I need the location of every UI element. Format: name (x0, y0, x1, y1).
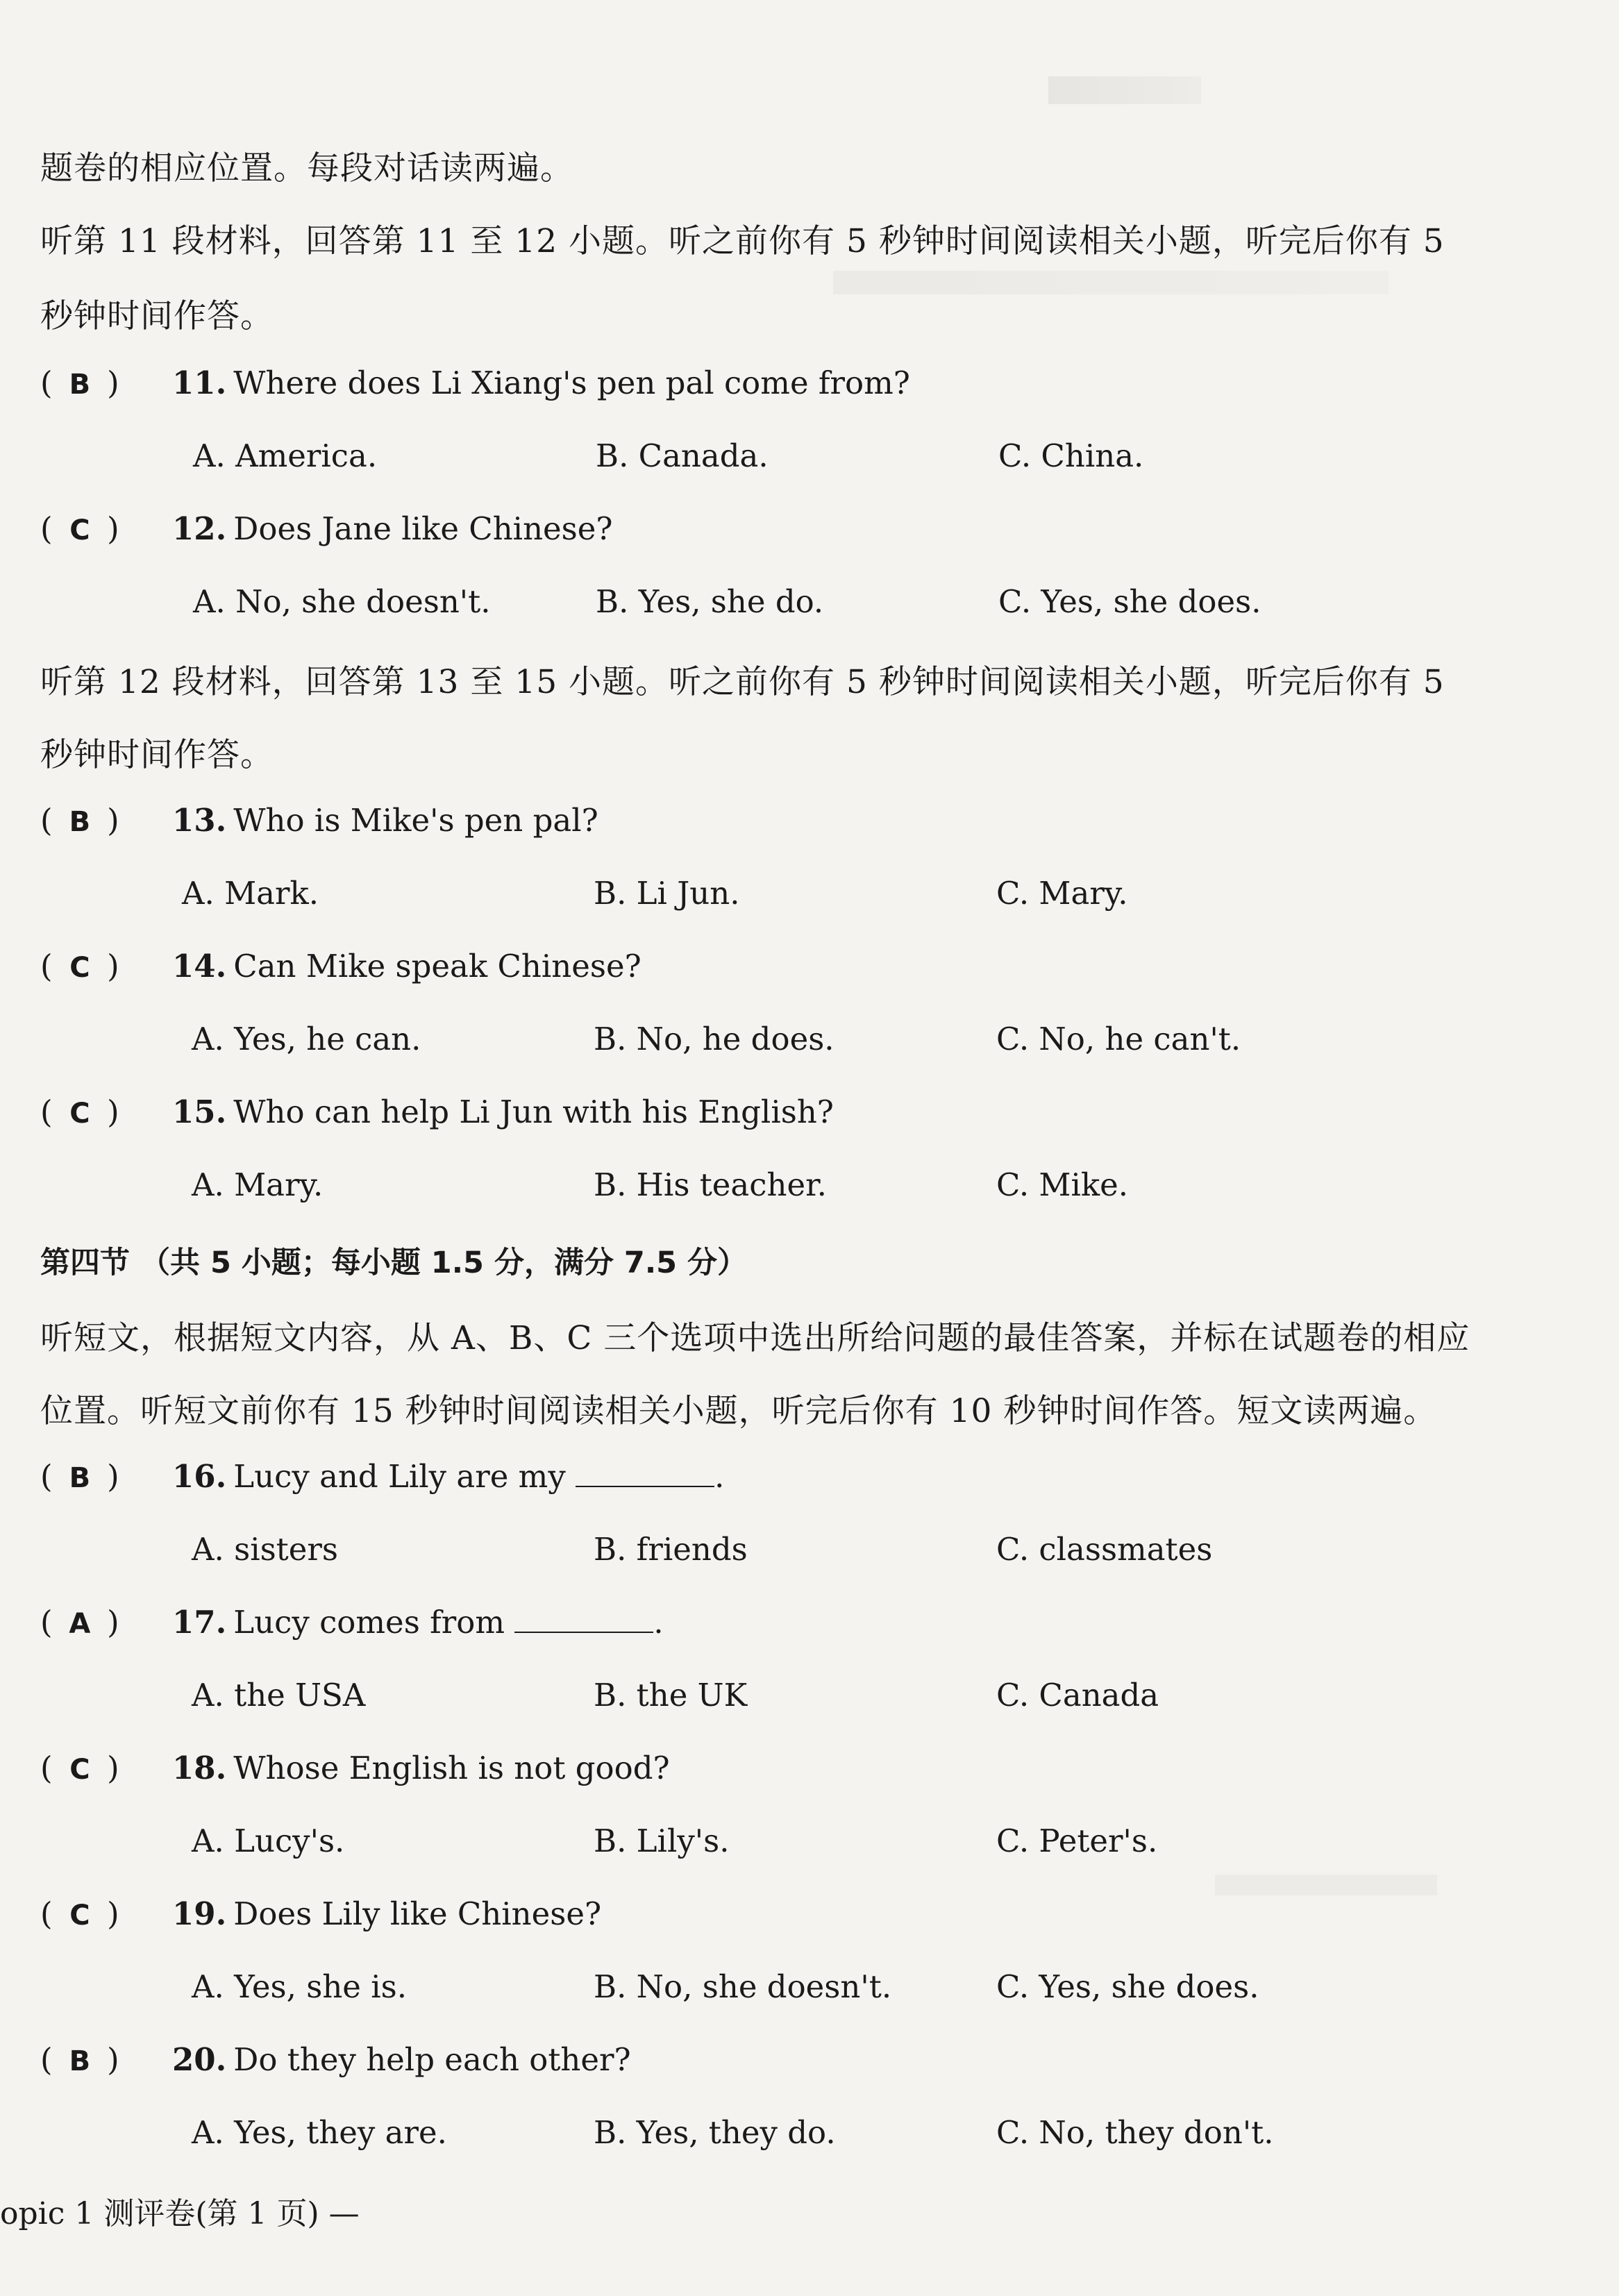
question-text: Do they help each other? (233, 2041, 631, 2078)
question-number: 13. (172, 802, 227, 839)
question-number: 12. (172, 510, 227, 547)
option-b: B. friends (594, 1531, 748, 1568)
question-text: Does Lily like Chinese? (233, 1895, 602, 1932)
answer-mark: C (69, 514, 90, 546)
question-12 (40, 510, 613, 547)
answer-paren: ( B ) (40, 802, 119, 839)
question-number: 18. (172, 1750, 227, 1786)
option-c: C. Yes, she does. (996, 1968, 1259, 2005)
question-text: Where does Li Xiang's pen pal come from? (233, 364, 910, 401)
option-b: B. Li Jun. (594, 875, 740, 912)
fill-in-blank (514, 1607, 653, 1633)
material-12-instruction-line2: 秒钟时间作答。 (40, 736, 274, 774)
option-b: B. Yes, they do. (594, 2114, 836, 2151)
option-a: A. Yes, he can. (192, 1021, 421, 1057)
question-number: 17. (172, 1604, 227, 1641)
option-c: C. Canada (996, 1677, 1159, 1713)
option-b: B. No, he does. (594, 1021, 834, 1057)
answer-paren: ( B ) (40, 2041, 119, 2078)
answer-paren: ( B ) (40, 1458, 119, 1495)
option-a: A. Mark. (182, 875, 319, 912)
option-b: B. the UK (594, 1677, 748, 1713)
option-a: A. America. (193, 437, 378, 474)
option-a: A. the USA (192, 1677, 366, 1713)
answer-paren: ( C ) (40, 1750, 119, 1786)
answer-mark: C (69, 1754, 90, 1786)
option-c: C. Peter's. (996, 1822, 1158, 1859)
option-c: C. Mary. (996, 875, 1128, 912)
answer-mark: B (69, 2045, 91, 2077)
question-20 (40, 2041, 631, 2078)
bleed-through-mark (1048, 76, 1201, 104)
fill-in-blank (576, 1461, 714, 1487)
question-number: 19. (172, 1895, 227, 1932)
question-17: ( A ) 17. Lucy comes from . (40, 1604, 664, 1641)
answer-mark: B (69, 369, 91, 401)
option-a: A. sisters (192, 1531, 339, 1568)
option-c: C. No, he can't. (996, 1021, 1241, 1057)
section-4-title: 第四节 （共 5 小题；每小题 1.5 分，满分 7.5 分） (40, 1246, 748, 1280)
answer-paren: ( B ) (40, 364, 119, 401)
material-12-instruction-line1: 听第 12 段材料，回答第 13 至 15 小题。听之前你有 5 秒钟时间阅读相关小题，听完后你有 5 (40, 663, 1445, 701)
page-footer: opic 1 测评卷(第 1 页) — (0, 2196, 360, 2231)
section-4-instruction-line1: 听短文，根据短文内容，从 A、B、C 三个选项中选出所给问题的最佳答案，并标在试题卷的相应 (40, 1319, 1470, 1357)
question-15 (40, 1093, 834, 1130)
answer-mark: C (69, 1900, 90, 1932)
option-a: A. Yes, they are. (192, 2114, 447, 2151)
material-11-instruction-line1: 听第 11 段材料，回答第 11 至 12 小题。听之前你有 5 秒钟时间阅读相关小题，听完后你有 5 (40, 222, 1445, 260)
answer-mark: B (69, 806, 91, 838)
header-instruction: 题卷的相应位置。每段对话读两遍。 (40, 149, 573, 187)
question-number: 14. (172, 948, 227, 984)
option-b: B. No, she doesn't. (594, 1968, 892, 2005)
option-a: A. Yes, she is. (192, 1968, 408, 2005)
question-18 (40, 1750, 670, 1786)
option-c: C. No, they don't. (996, 2114, 1274, 2151)
option-c: C. classmates (996, 1531, 1213, 1568)
question-number: 20. (172, 2041, 227, 2078)
option-b: B. His teacher. (594, 1166, 827, 1203)
question-11 (40, 364, 910, 401)
question-text: Lucy comes from (233, 1604, 505, 1641)
answer-mark: C (69, 952, 90, 984)
option-a: A. No, she doesn't. (193, 583, 491, 620)
question-19 (40, 1895, 601, 1932)
question-number: 16. (172, 1458, 227, 1495)
option-c: C. Yes, she does. (998, 583, 1261, 620)
question-13 (40, 802, 598, 839)
question-text: Whose English is not good? (233, 1750, 670, 1786)
answer-paren: ( C ) (40, 1093, 119, 1130)
question-14 (40, 948, 641, 984)
answer-mark: C (69, 1098, 90, 1130)
question-number: 11. (172, 364, 227, 401)
answer-mark: B (69, 1462, 91, 1494)
question-text: Does Jane like Chinese? (233, 510, 613, 547)
material-11-instruction-line2: 秒钟时间作答。 (40, 297, 274, 335)
bleed-through-mark (1215, 1875, 1437, 1895)
answer-mark: A (69, 1608, 91, 1640)
option-b: B. Canada. (596, 437, 769, 474)
answer-paren: ( A ) (40, 1604, 119, 1641)
option-b: B. Lily's. (594, 1822, 730, 1859)
option-b: B. Yes, she do. (596, 583, 824, 620)
answer-paren: ( C ) (40, 510, 119, 547)
option-a: A. Mary. (192, 1166, 324, 1203)
question-text: Who is Mike's pen pal? (233, 802, 598, 839)
option-a: A. Lucy's. (192, 1822, 345, 1859)
answer-paren: ( C ) (40, 1895, 119, 1932)
question-16: ( B ) 16. Lucy and Lily are my . (40, 1458, 725, 1495)
option-c: C. China. (998, 437, 1144, 474)
option-c: C. Mike. (996, 1166, 1129, 1203)
answer-paren: ( C ) (40, 948, 119, 984)
question-text: Lucy and Lily are my (233, 1458, 566, 1495)
question-text: Can Mike speak Chinese? (233, 948, 641, 984)
question-text: Who can help Li Jun with his English? (233, 1093, 834, 1130)
section-4-instruction-line2: 位置。听短文前你有 15 秒钟时间阅读相关小题，听完后你有 10 秒钟时间作答。短文读两遍。 (40, 1392, 1437, 1430)
bleed-through-mark (833, 271, 1389, 294)
question-number: 15. (172, 1093, 227, 1130)
